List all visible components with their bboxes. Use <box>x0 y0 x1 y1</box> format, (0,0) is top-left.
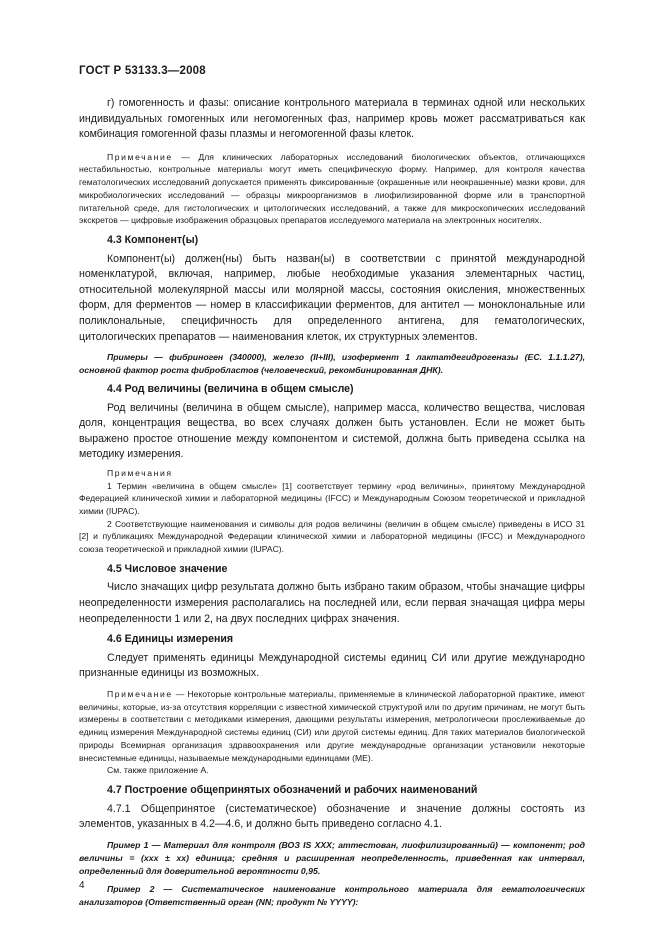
example-2-text: Пример 2 — Систематическое наименование контрольного материала для гематологических анализаторов (Ответственный орган (NN; продукт № YYYY): <box>79 884 585 908</box>
note-label: Примечание <box>107 689 173 700</box>
note-item-2: 2 Соответствующие наименования и символы для родов величины (величин в общем смысле) приведены в ИСО 31 [2] и публикациях Международной Федерации клинической химии и лабораторной медицины (IFCC) и Международного союза теоретической и прикладной химии (IUPAC). <box>79 518 585 555</box>
section-text-4-7-1: 4.7.1 Общепринятое (систематическое) обозначение и значение должны состоять из элементов, указанных в 4.2—4.6, и должно быть приведено согласно 4.1. <box>79 802 585 831</box>
section-heading-4-5: 4.5 Числовое значение <box>107 562 228 575</box>
note-label: Примечание <box>107 151 173 162</box>
examples-text: Примеры — фибриноген (340000), железо (II+III), изофермент 1 лактатдегидрогеназы (EC. 1.1.1.27), основной фактор роста фибробластов (человеческий, рекомбинированная ДНК). <box>79 352 585 376</box>
note-item-1: 1 Термин «величина в общем смысле» [1] соответствует термину «род величины», принятому Международной Федерацией клинической химии и лабораторной медицины (IFCC) и Международным Союзом теоретической и прикладной химии (IUPAC). <box>79 480 585 517</box>
section-text-4-5: Число значащих цифр результата должно быть избрано таким образом, чтобы значащие цифры неопределенности измерения располагались на последней или, если первая значащая цифра меры неопределенности 1 или 2, на двух последних цифрах значения. <box>79 581 585 625</box>
page-number: 4 <box>79 880 85 891</box>
paragraph-item-g: г) гомогенность и фазы: описание контрольного материала в терминах одной или нескольких индивидуальных гомогенных или негомогенных фаз, например кровь может рассматриваться как комбинация гомогенной фазы плазмы и негомогенной фазы клеток. <box>79 97 585 141</box>
example-1-text: Пример 1 — Материал для контроля (ВОЗ IS XXX; аттестован, лиофилизированный) — компонент; род величины = (xxx ± xx) единица; средняя и расширенная неопределенность, приведенная как интервал, определенный для доверительной вероятности 0,95. <box>79 839 585 876</box>
document-body <box>79 96 585 909</box>
note-text: — Некоторые контрольные материалы, применяемые в клинической лабораторной практике, имеют величины, которые, из-за отсутствия корреляции с известной химической структурой или по другим причинам, не могут быть измерены в соответствии с методиками измерения, дающими результаты измерения, метрологически прослеживаемые до единиц измерения Международной системы единиц (СИ) или другой системы единиц. Для таких материалов биологической природы Всемирная организация здравоохранения или другие международные организации установили некоторые внесистемные единицы, называемые международными единицами (МЕ). <box>79 689 585 763</box>
see-also-text: См. также приложение А. <box>107 765 209 776</box>
section-text-4-4: Род величины (величина в общем смысле), например масса, количество вещества, числовая доля, концентрация вещества, во всех случаях должен быть установлен. Если не может быть выражено простое отношение между компонентом и системой, должна быть приведена ссылка на методику измерения. <box>79 401 585 461</box>
section-heading-4-7: 4.7 Построение общепринятых обозначений и рабочих наименований <box>107 783 478 796</box>
section-heading-4-3: 4.3 Компонент(ы) <box>107 234 199 246</box>
note-block <box>79 151 585 227</box>
section-text-4-3: Компонент(ы) должен(ны) быть назван(ы) в соответствии с принятой международной номенклатурой, включая, например, любые необходимые указания элементарных частиц, относительной молекулярной массы или молярной массы, состояния окисления, множественных форм, для ферментов — номер в классификации ферментов, для антител — моноклональные или поликлональные, специфичность для определенного антигена, для гематологических, цитологических препаратов — наименования клеток, их структурных элементов. <box>79 252 585 343</box>
note-text: — Для клинических лабораторных исследований биологических объектов, отличающихся нестабильностью, контрольные материалы могут иметь специфическую форму. Например, для контроля качества гематологических исследований допускается применять фиксированные (окрашенные или неокрашенные) мазки крови, для микробиологических исследований — образцы микроорганизмов в лиофилизированной форме или в транспортной питательной среде, для гистологических и цитологических исследований, а также для микроскопических исследований экскретов — цифровые изображения образцовых препаратов исследуемого материала на электронных носителях. <box>79 151 585 226</box>
document-header: ГОСТ Р 53133.3—2008 <box>79 65 206 77</box>
section-text-4-6: Следует применять единицы Международной системы единиц СИ или другие международно признанные единицы из возможных. <box>79 651 585 680</box>
note-block-4-6 <box>79 688 585 764</box>
notes-label: Примечания <box>107 467 173 478</box>
section-heading-4-6: 4.6 Единицы измерения <box>107 633 234 646</box>
section-heading-4-4: 4.4 Род величины (величина в общем смысле) <box>107 382 354 395</box>
